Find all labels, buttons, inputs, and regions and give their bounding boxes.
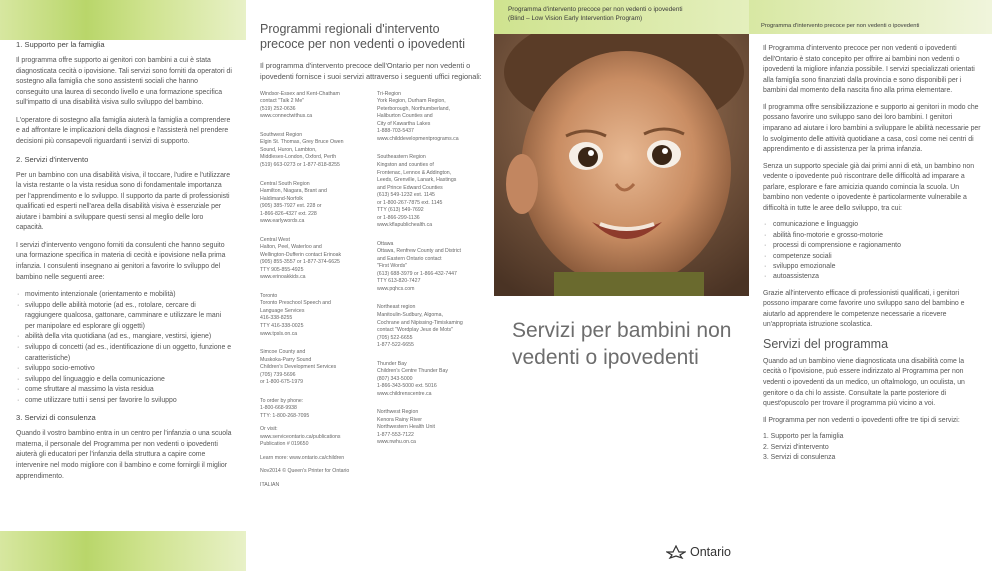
program-services-heading: Servizi del programma (763, 336, 889, 351)
office-line: Cochrane and Nipissing-Timiskaming (377, 319, 463, 326)
office-central-west (260, 237, 365, 282)
office-line: and Eastern Ontario contact (377, 255, 442, 262)
office-line: Peterborough, Northumberland, (377, 105, 450, 112)
office-link[interactable]: www.erinoakkids.ca (260, 274, 306, 281)
office-line: (519) 663-0273 or 1-877-818-8255 (260, 161, 340, 168)
office-line: Hamilton, Niagara, Brant and (260, 188, 327, 195)
office-line: contact "Wordplay Jeux de Mots" (377, 327, 453, 334)
office-line: Ottawa, Renfrew County and District (377, 248, 461, 255)
offices-left-column (260, 91, 365, 490)
office-line: Wellington-Dufferin contact Erinoak (260, 251, 342, 258)
office-line: Sound, Huron, Lambton, (260, 146, 317, 153)
office-line: 1-866-343-5000 ext. 5016 (377, 383, 437, 390)
child-photo-illustration (494, 34, 749, 296)
office-windsor-essex (260, 91, 365, 121)
office-line: Simcoe County and (260, 349, 306, 356)
order-visit-label: Or visit: (260, 426, 278, 433)
panel4-content (763, 44, 982, 469)
logo-text: Ontario (690, 545, 731, 559)
child-photo (494, 34, 749, 296)
services-list (763, 432, 982, 463)
order-url-link[interactable]: www.serviceontario.ca/publications (260, 433, 341, 440)
office-line: Frontenac, Lennox & Addington, (377, 169, 452, 176)
office-line: 1-877-553-7122 (377, 431, 414, 438)
list-item: 2. Servizi d'intervento (763, 443, 829, 451)
order-info (260, 398, 365, 490)
office-line: Muskoka-Parry Sound (260, 356, 312, 363)
list-item: · movimento intenzionale (orientamento e mobilità) (16, 290, 232, 301)
panel1-content (16, 40, 232, 489)
ontario-logo (666, 545, 731, 559)
section-intervention-title: 2. Servizi d'intervento (16, 154, 89, 164)
office-line: (705) 522-6655 (377, 334, 413, 341)
services-paragraph-1: Quando ad un bambino viene diagnosticata una disabilità come la cecità o l'ipovisione, può essere indirizzato al Programma per non vedenti o ipovedenti da un medico, un oftalmologo, un oculista, un genitore o da chi lo assiste. Consultate la parte posteriore di quest'opuscolo per trovare il programma più vicino a voi. (763, 357, 965, 408)
section-intervention-text-2: I servizi d'intervento vengono forniti da consulenti che hanno seguito una formazione specifica in materia di cecità e ipovisione nella prima infanzia. I consulenti insegnano ai genitori a favorire lo sviluppo del bambino nelle seguenti aree: (16, 241, 226, 281)
leaf-banner-top (0, 0, 246, 40)
office-line: 1-866-826-4327 ext. 228 (260, 210, 317, 217)
offices-right-column (377, 91, 482, 490)
list-item: · sviluppo del linguaggio e della comunicazione (16, 375, 232, 386)
panel-regional-offices (246, 0, 494, 571)
section-family-support-text-2: L'operatore di sostegno alla famiglia aiuterà la famiglia a comprendere e ad affrontare le implicazioni della diagnosi e l'assisterà nel prendere decisioni più consapevoli riguardanti i servizi di supporto. (16, 116, 231, 145)
list-item: · autoassistenza (763, 272, 982, 282)
trillium-icon (666, 545, 686, 559)
office-link[interactable]: www.tpsls.on.ca (260, 330, 298, 337)
copyright: Nov2014 © Queen's Printer for Ontario (260, 468, 350, 475)
list-item: · processi di comprensione e ragionamento (763, 241, 982, 251)
panel-services-detail (0, 0, 246, 571)
panel4-header (749, 0, 992, 34)
office-line: and Prince Edward Counties (377, 184, 443, 191)
office-southeastern (377, 154, 482, 229)
office-line: Toronto Preschool Speech and (260, 300, 331, 307)
office-line: Southwest Region (260, 131, 303, 138)
office-link[interactable]: www.pqhcs.com (377, 285, 415, 292)
office-line: (519) 252-0636 (260, 105, 296, 112)
cover-title: Servizi per bambini non vedenti o ipovedenti (512, 319, 732, 369)
office-line: Northwest Region (377, 409, 419, 416)
office-link[interactable]: www.nwhu.on.ca (377, 439, 416, 446)
office-northeast (377, 304, 482, 349)
office-line: Children's Centre Thunder Bay (377, 368, 448, 375)
regional-programs-intro: Il programma d'intervento precoce dell'Ontario per non vedenti o ipovedenti fornisce i suoi servizi attraverso i seguenti uffici regionali: (260, 60, 482, 81)
office-link[interactable]: www.kflapublichealth.ca (377, 222, 433, 229)
list-item: · abilità della vita quotidiana (ad es., mangiare, vestirsi, igiene) (16, 332, 232, 343)
office-line: York Region, Durham Region, (377, 98, 446, 105)
list-item: · abilità fino-motorie e grosso-motorie (763, 231, 982, 241)
cover-header (494, 0, 749, 34)
intro-paragraph-1: Il Programma d'intervento precoce per non vedenti o ipovedenti dell'Ontario è stato concepito per offrire ai bambini non vedenti o ipovedenti la migliore infanzia possibile. I servizi specializzati orientati alla famiglia sono finanziati dalla provincia e sono disponibili per i bambini dal momento della nascita fino alla prima elementare. (763, 45, 975, 95)
office-line: or 1-866-299-1136 (377, 214, 420, 221)
office-line: 1-877-522-6655 (377, 342, 414, 349)
office-line: or 1-800-267-7875 ext. 1145 (377, 199, 443, 206)
office-line: Ottawa (377, 240, 394, 247)
learn-more-link[interactable]: Learn more: www.ontario.ca/children (260, 454, 345, 461)
list-item: · sviluppo socio-emotivo (16, 364, 232, 375)
offices-grid (260, 91, 482, 490)
office-line: contact "Talk 2 Me" (260, 98, 305, 105)
office-line: Children's Development Services (260, 364, 337, 371)
office-northwest (377, 409, 482, 447)
list-item: · come sfruttare al massimo la vista residua (16, 385, 232, 396)
leaf-banner-bottom (0, 531, 246, 571)
list-item: · comunicazione e linguaggio (763, 220, 982, 230)
office-simcoe (260, 349, 365, 387)
office-link[interactable]: www.earlywords.ca (260, 218, 305, 225)
order-phone-number: 1-800-668-9938 (260, 405, 297, 412)
office-line: Northwestern Health Unit (377, 424, 435, 431)
office-link[interactable]: www.childrenscentre.ca (377, 390, 432, 397)
office-line: (613) 549-1232 ext. 1145 (377, 192, 435, 199)
office-line: City of Kawartha Lakes (377, 120, 431, 127)
order-phone-label: To order by phone: (260, 397, 304, 404)
office-line: "First Words" (377, 263, 408, 270)
section-consulting-title: 3. Servizi di consulenza (16, 413, 96, 423)
office-line: or 1-800-675-1979 (260, 379, 303, 386)
office-line: Southeastern Region (377, 154, 426, 161)
panel2-content (260, 22, 482, 490)
development-areas-list (763, 220, 982, 282)
office-line: (905) 385-7927 ext. 228 or (260, 203, 322, 210)
cover-header-title: Programma d'intervento precoce per non vedenti o ipovedenti (508, 6, 683, 13)
order-tty: TTY: 1-800-268-7095 (260, 412, 310, 419)
office-line: Elgin St. Thomas, Grey Bruce Owen (260, 139, 344, 146)
intro-paragraph-3: Senza un supporto speciale già dai primi anni di età, un bambino non vedente o ipovedente può riscontrare delle difficoltà ad imparare a parlare, esplorare e fare amicizia quando comincia la scuola. Un bambino non vedente o ipovedente è particolarmente vulnerabile a difficoltà in tutte le aree dello sviluppo, tra cui: (763, 162, 975, 212)
office-line: (705) 739-5696 (260, 371, 296, 378)
intervention-areas-list (16, 290, 232, 406)
office-line: (807) 343-5000 (377, 375, 413, 382)
office-ottawa (377, 241, 482, 294)
language-label: ITALIAN (260, 481, 280, 488)
office-line: TTY 905-855-4925 (260, 266, 304, 273)
office-link[interactable]: www.childdevelopmentprograms.ca (377, 135, 459, 142)
office-line: TTY (613) 549-7692 (377, 207, 424, 214)
office-line: Leeds, Grenville, Lanark, Hastings (377, 177, 457, 184)
office-link[interactable]: www.connectwithus.ca (260, 113, 313, 120)
panel-program-intro (749, 0, 992, 571)
section-family-support-text: Il programma offre supporto ai genitori con bambini a cui è stata diagnosticata cecità o ipovisione. Tali servizi sono forniti da operatori di sostegno alla famiglia che sono assistenti sociali che hanno conseguito una laurea di secondo livello e una formazione specifica sull'impatto di una disabilità visiva sullo sviluppo del bambino. (16, 57, 232, 107)
office-thunder-bay (377, 361, 482, 399)
office-line: 1-888-703-5437 (377, 128, 414, 135)
office-line: Haldimand-Norfolk (260, 195, 303, 202)
office-line: Windsor-Essex and Kent-Chatham (260, 90, 340, 97)
list-item: · come utilizzare tutti i sensi per favorire lo sviluppo (16, 396, 232, 407)
office-tri-region (377, 91, 482, 144)
office-line: Kingston and counties of (377, 161, 434, 168)
office-line: TTY 416-338-0025 (260, 323, 304, 329)
list-item: · sviluppo delle abilità motorie (ad es., rotolare, cercare di raggiungere qualcosa, gattonare, camminare e utilizzare le mani per manipolare ed esplorare gli oggetti) (16, 301, 232, 333)
intro-paragraph-4: Grazie all'intervento efficace di professionisti qualificati, i genitori possono imparare come favorire uno sviluppo sano del bambino e aiutarlo ad apprendere le competenze necessarie a ricevere un'appropriata istruzione scolastica. (763, 289, 965, 329)
cover-header-subtitle: (Blind – Low Vision Early Intervention Program) (508, 14, 643, 22)
services-paragraph-2: Il Programma per non vedenti o ipovedenti offre tre tipi di servizi: (763, 416, 960, 424)
list-item: · competenze sociali (763, 252, 982, 262)
office-line: 416-338-8255 (260, 315, 293, 322)
section-intervention-text: Per un bambino con una disabilità visiva, il toccare, l'udire e l'utilizzare la vista restante o la vista residua sono di fondamentale importanza per l'apprendimento e lo sviluppo. Il supporto da parte di professionisti qualificati ed esperti nell'area della disabilità visiva è essenziale per aiutare i bambini a sviluppare questi sensi al meglio delle loro capacità. (16, 171, 231, 232)
office-line: Kenora Rainy River (377, 416, 422, 423)
list-item: 1. Supporto per la famiglia (763, 433, 844, 441)
office-line: Northeast region (377, 304, 416, 311)
office-line: Tri-Region (377, 90, 402, 97)
office-line: Central West (260, 236, 290, 243)
regional-programs-title: Programmi regionali d'intervento precoce per non vedenti o ipovedenti (260, 22, 466, 52)
panel4-header-title: Programma d'intervento precoce per non vedenti o ipovedenti (761, 23, 920, 29)
office-line: Halton, Peel, Waterloo and (260, 244, 322, 251)
office-line: Haliburton Counties and (377, 113, 433, 120)
office-line: (905) 855-3557 or 1-877-374-6625 (260, 259, 340, 266)
office-line: Toronto (260, 292, 278, 299)
section-consulting-text: Quando il vostro bambino entra in un centro per l'infanzia o una scuola materna, il personale del Programma per non vedenti o ipovedenti aiuterà gli educatori per l'infanzia della struttura a capire come intervenire nel modo migliore con il bambino e come fornirgli il miglior apprendimento. (16, 430, 232, 480)
office-line: Central South Region (260, 180, 310, 187)
list-item: 3. Servizi di consulenza (763, 453, 836, 461)
office-southwest (260, 132, 365, 170)
office-line: Thunder Bay (377, 360, 407, 367)
office-line: Language Services (260, 307, 305, 314)
section-family-support-title: 1. Supporto per la famiglia (16, 40, 105, 49)
list-item: · sviluppo emozionale (763, 262, 982, 272)
intro-paragraph-2: Il programma offre sensibilizzazione e supporto ai genitori in modo che possano favorire uno sviluppo sano dei loro bambini. I genitori imparano ad aiutare i loro bambini a sviluppare le abilità necessarie per lo svolgimento delle attività quotidiane a casa, così come nei centri di apprendimento e di assistenza per la prima infanzia. (763, 103, 981, 154)
publication-number: Publication # 019650 (260, 441, 309, 448)
office-line: TTY 613-820-7427 (377, 278, 421, 285)
office-line: Manitoulin-Sudbury, Algoma, (377, 312, 443, 318)
panel-cover (494, 0, 749, 571)
office-line: Middlesex-London, Oxford, Perth (260, 154, 337, 161)
office-toronto (260, 293, 365, 338)
office-central-south (260, 181, 365, 226)
office-line: (613) 688-3979 or 1-866-432-7447 (377, 270, 457, 277)
list-item: · sviluppo di concetti (ad es., identificazione di un oggetto, funzione e caratteristiche) (16, 343, 232, 364)
